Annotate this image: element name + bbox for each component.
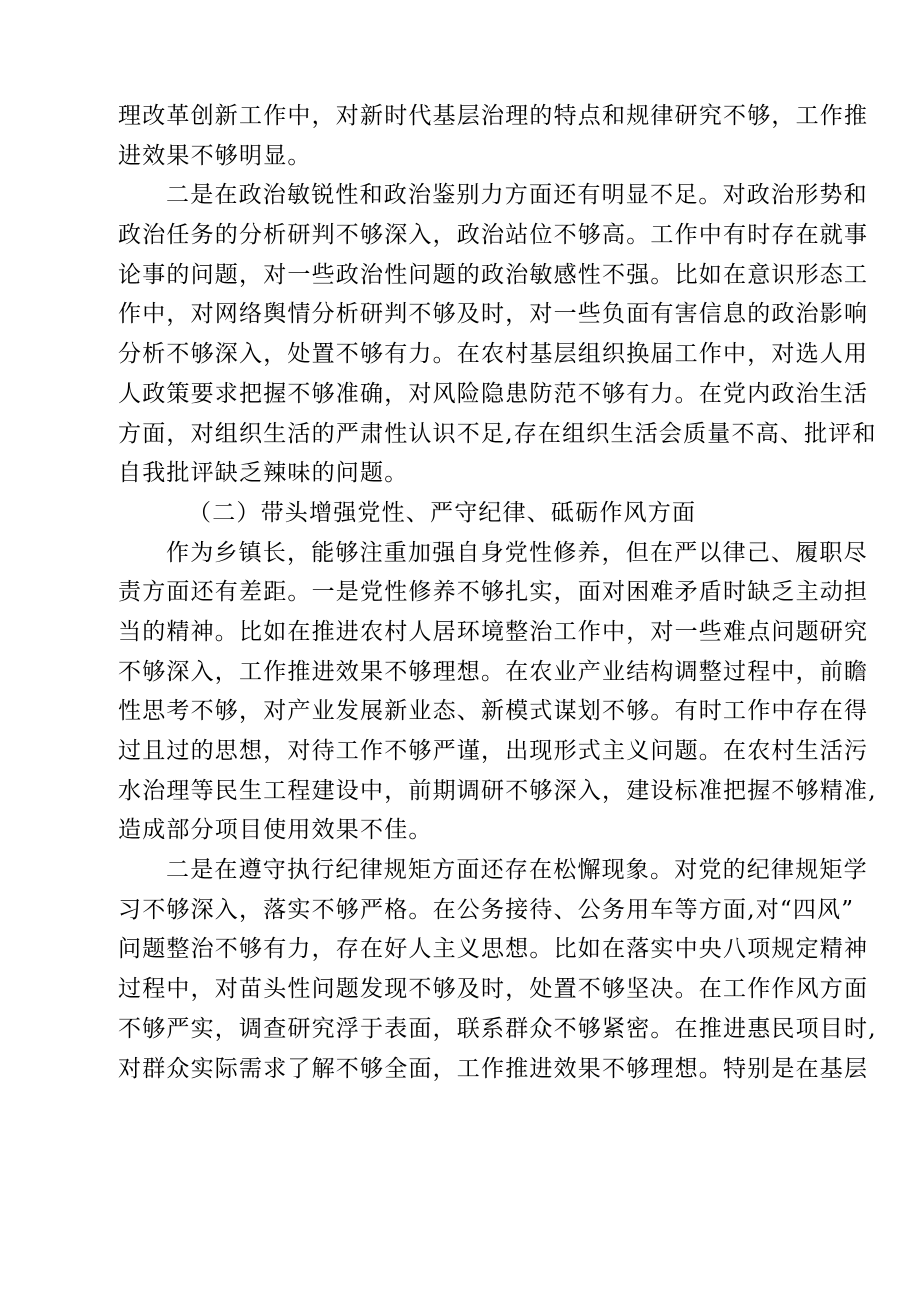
text-line: 作为乡镇长，能够注重加强自身党性修养，但在严以律己、履职尽	[166, 539, 868, 566]
document-body	[118, 97, 877, 1089]
text-line: 二是在政治敏锐性和政治鉴别力方面还有明显不足。对政治形势和	[166, 182, 868, 209]
text-line: 人政策要求把握不够准确，对风险隐患防范不够有力。在党内政治生活	[118, 380, 869, 407]
paragraph	[118, 97, 869, 176]
text-line: 过程中，对苗头性问题发现不够及时，处置不够坚决。在工作作风方面	[118, 976, 869, 1003]
section-heading-text: （二）带头增强党性、严守纪律、砥砺作风方面	[188, 499, 697, 526]
paragraph	[118, 851, 877, 1089]
paragraph	[118, 534, 877, 852]
text-line: 自我批评缺乏辣味的问题。	[118, 460, 409, 487]
text-line: 理改革创新工作中，对新时代基层治理的特点和规律研究不够，工作推	[118, 103, 869, 129]
text-line: 分析不够深入，处置不够有力。在农村基层组织换届工作中，对选人用	[118, 341, 869, 368]
text-line: 性思考不够，对产业发展新业态、新模式谋划不够。有时工作中存在得	[118, 698, 869, 725]
text-line: 不够深入，工作推进效果不够理想。在农业产业结构调整过程中，前瞻	[118, 658, 869, 685]
text-line: 论事的问题，对一些政治性问题的政治敏感性不强。比如在意识形态工	[118, 261, 869, 288]
text-line: 二是在遵守执行纪律规矩方面还存在松懈现象。对党的纪律规矩学	[166, 857, 868, 884]
text-line: 习不够深入，落实不够严格。在公务接待、公务用车等方面,对“四风”	[118, 896, 855, 923]
text-line: 对群众实际需求了解不够全面，工作推进效果不够理想。特别是在基层	[118, 1055, 869, 1082]
text-line: 作中，对网络舆情分析研判不够及时，对一些负面有害信息的政治影响	[118, 301, 869, 328]
text-line: 责方面还有差距。一是党性修养不够扎实，面对困难矛盾时缺乏主动担	[118, 579, 869, 606]
text-line: 不够严实，调查研究浮于表面，联系群众不够紧密。在推进惠民项目时,	[118, 1015, 877, 1042]
text-line: 造成部分项目使用效果不佳。	[118, 817, 433, 844]
text-line: 方面，对组织生活的严肃性认识不足,存在组织生活会质量不高、批评和	[118, 420, 877, 447]
paragraph	[118, 176, 877, 494]
text-line: 当的精神。比如在推进农村人居环境整治工作中，对一些难点问题研究	[118, 618, 869, 645]
text-line: 问题整治不够有力，存在好人主义思想。比如在落实中央八项规定精神	[118, 936, 869, 963]
text-line: 政治任务的分析研判不够深入，政治站位不够高。工作中有时存在就事	[118, 222, 869, 249]
section-heading	[118, 494, 834, 534]
text-line: 过且过的思想，对待工作不够严谨，出现形式主义问题。在农村生活污	[118, 738, 869, 764]
text-line: 水治理等民生工程建设中，前期调研不够深入，建设标准把握不够精准,	[118, 777, 877, 804]
text-line: 进效果不够明显。	[118, 142, 312, 169]
